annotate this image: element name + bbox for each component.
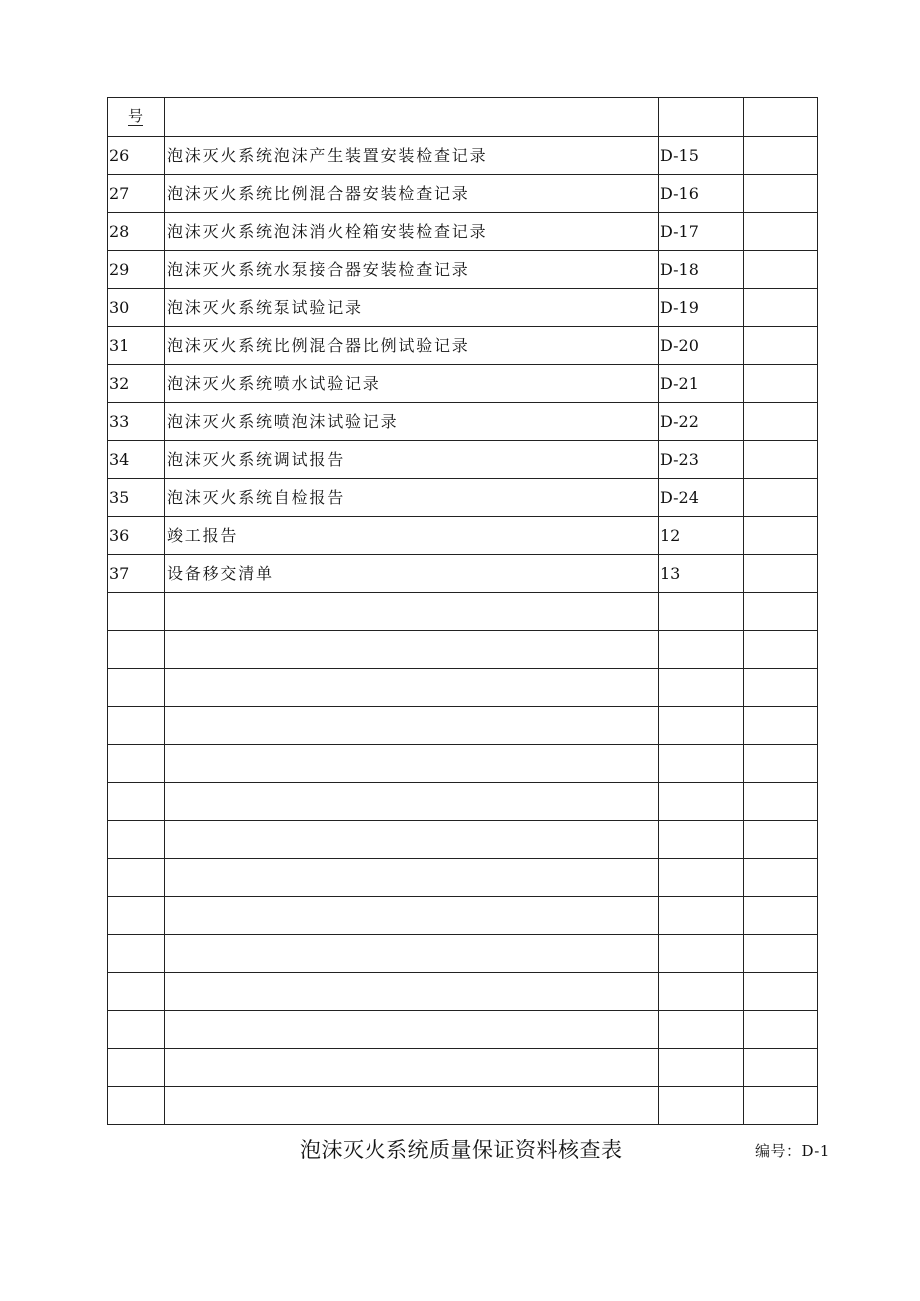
row-form-code: D-22 — [659, 403, 744, 441]
row-number: 31 — [108, 327, 165, 365]
table-row — [108, 175, 818, 213]
empty-cell — [659, 935, 744, 973]
empty-cell — [165, 669, 659, 707]
empty-cell — [744, 1049, 818, 1087]
empty-cell — [108, 593, 165, 631]
empty-cell — [659, 631, 744, 669]
empty-table-row — [108, 707, 818, 745]
row-form-code: D-17 — [659, 213, 744, 251]
row-number: 28 — [108, 213, 165, 251]
row-extra-cell — [744, 365, 818, 403]
table-row — [108, 365, 818, 403]
records-table — [107, 97, 818, 1125]
empty-cell — [659, 1049, 744, 1087]
row-number: 26 — [108, 137, 165, 175]
row-number: 36 — [108, 517, 165, 555]
row-form-code: 12 — [659, 517, 744, 555]
row-form-code: D-19 — [659, 289, 744, 327]
empty-cell — [744, 593, 818, 631]
empty-table-row — [108, 669, 818, 707]
row-record-name: 泡沫灭火系统喷水试验记录 — [165, 365, 659, 403]
row-number: 34 — [108, 441, 165, 479]
empty-cell — [108, 935, 165, 973]
empty-cell — [744, 631, 818, 669]
empty-cell — [108, 973, 165, 1011]
empty-table-row — [108, 593, 818, 631]
empty-cell — [108, 783, 165, 821]
row-form-code: D-24 — [659, 479, 744, 517]
empty-cell — [744, 745, 818, 783]
row-extra-cell — [744, 213, 818, 251]
row-record-name: 竣工报告 — [165, 517, 659, 555]
empty-cell — [659, 745, 744, 783]
table-row — [108, 403, 818, 441]
empty-cell — [659, 897, 744, 935]
empty-cell — [659, 1087, 744, 1125]
table-header-row — [108, 98, 818, 137]
empty-cell — [659, 593, 744, 631]
table-row — [108, 137, 818, 175]
header-number-label: 号 — [128, 107, 144, 125]
row-extra-cell — [744, 289, 818, 327]
row-extra-cell — [744, 441, 818, 479]
empty-cell — [108, 897, 165, 935]
document-number: 编号：D-1 — [755, 1142, 830, 1160]
row-record-name: 泡沫灭火系统比例混合器安装检查记录 — [165, 175, 659, 213]
empty-cell — [165, 631, 659, 669]
row-record-name: 泡沫灭火系统泵试验记录 — [165, 289, 659, 327]
row-record-name: 泡沫灭火系统比例混合器比例试验记录 — [165, 327, 659, 365]
empty-cell — [659, 783, 744, 821]
table-row — [108, 517, 818, 555]
empty-table-row — [108, 935, 818, 973]
row-extra-cell — [744, 555, 818, 593]
empty-table-row — [108, 745, 818, 783]
empty-table-row — [108, 783, 818, 821]
empty-cell — [659, 973, 744, 1011]
row-record-name: 泡沫灭火系统泡沫产生装置安装检查记录 — [165, 137, 659, 175]
empty-cell — [744, 707, 818, 745]
table-row — [108, 213, 818, 251]
row-number: 35 — [108, 479, 165, 517]
empty-cell — [165, 1087, 659, 1125]
empty-table-row — [108, 973, 818, 1011]
empty-cell — [744, 973, 818, 1011]
empty-cell — [108, 1011, 165, 1049]
empty-cell — [165, 745, 659, 783]
row-form-code: D-21 — [659, 365, 744, 403]
table-row — [108, 289, 818, 327]
row-extra-cell — [744, 403, 818, 441]
row-number: 32 — [108, 365, 165, 403]
row-form-code: D-15 — [659, 137, 744, 175]
row-form-code: D-18 — [659, 251, 744, 289]
empty-cell — [744, 1011, 818, 1049]
empty-cell — [108, 1087, 165, 1125]
empty-cell — [165, 859, 659, 897]
row-extra-cell — [744, 251, 818, 289]
empty-table-row — [108, 821, 818, 859]
row-record-name: 泡沫灭火系统泡沫消火栓箱安装检查记录 — [165, 213, 659, 251]
empty-cell — [659, 669, 744, 707]
row-form-code: D-16 — [659, 175, 744, 213]
empty-cell — [744, 669, 818, 707]
row-extra-cell — [744, 137, 818, 175]
empty-cell — [165, 593, 659, 631]
empty-table-row — [108, 1049, 818, 1087]
row-record-name: 泡沫灭火系统喷泡沫试验记录 — [165, 403, 659, 441]
row-form-code: 13 — [659, 555, 744, 593]
row-number: 29 — [108, 251, 165, 289]
empty-cell — [744, 821, 818, 859]
empty-table-row — [108, 859, 818, 897]
empty-cell — [165, 1011, 659, 1049]
row-number: 33 — [108, 403, 165, 441]
empty-cell — [108, 859, 165, 897]
row-form-code: D-20 — [659, 327, 744, 365]
empty-cell — [108, 745, 165, 783]
empty-cell — [165, 821, 659, 859]
empty-cell — [659, 1011, 744, 1049]
empty-cell — [108, 707, 165, 745]
row-extra-cell — [744, 327, 818, 365]
empty-cell — [108, 669, 165, 707]
row-record-name: 泡沫灭火系统自检报告 — [165, 479, 659, 517]
empty-cell — [659, 859, 744, 897]
empty-cell — [744, 935, 818, 973]
row-extra-cell — [744, 517, 818, 555]
table-row — [108, 479, 818, 517]
row-extra-cell — [744, 175, 818, 213]
empty-table-row — [108, 1087, 818, 1125]
row-record-name: 泡沫灭火系统调试报告 — [165, 441, 659, 479]
row-form-code: D-23 — [659, 441, 744, 479]
table-row — [108, 327, 818, 365]
table-row — [108, 251, 818, 289]
row-number: 27 — [108, 175, 165, 213]
row-number: 37 — [108, 555, 165, 593]
empty-cell — [744, 1087, 818, 1125]
empty-table-row — [108, 631, 818, 669]
document-title: 泡沫灭火系统质量保证资料核查表 — [300, 1138, 623, 1162]
empty-cell — [108, 631, 165, 669]
empty-cell — [165, 707, 659, 745]
row-extra-cell — [744, 479, 818, 517]
empty-table-row — [108, 897, 818, 935]
empty-cell — [165, 935, 659, 973]
empty-cell — [744, 897, 818, 935]
empty-cell — [165, 783, 659, 821]
empty-cell — [659, 821, 744, 859]
table-row — [108, 441, 818, 479]
empty-cell — [659, 707, 744, 745]
empty-cell — [165, 973, 659, 1011]
empty-cell — [108, 1049, 165, 1087]
header-number-cell — [108, 98, 165, 137]
header-name-cell — [165, 98, 659, 137]
empty-cell — [108, 821, 165, 859]
empty-cell — [744, 783, 818, 821]
table-row — [108, 555, 818, 593]
header-extra-cell — [744, 98, 818, 137]
header-code-cell — [659, 98, 744, 137]
empty-table-row — [108, 1011, 818, 1049]
row-record-name: 泡沫灭火系统水泵接合器安装检查记录 — [165, 251, 659, 289]
row-record-name: 设备移交清单 — [165, 555, 659, 593]
row-number: 30 — [108, 289, 165, 327]
empty-cell — [165, 1049, 659, 1087]
empty-cell — [165, 897, 659, 935]
empty-cell — [744, 859, 818, 897]
